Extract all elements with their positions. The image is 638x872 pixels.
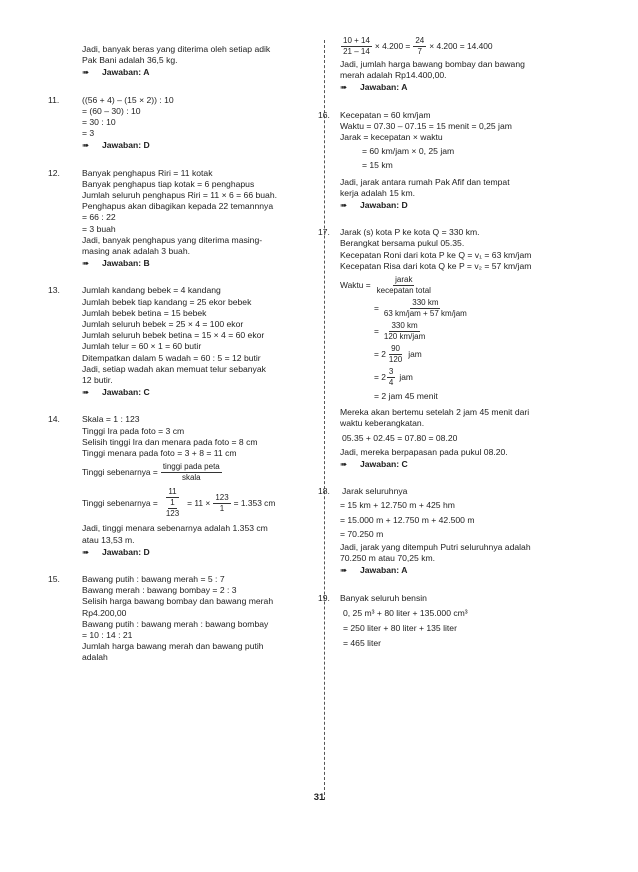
question-19	[318, 592, 572, 650]
fraction	[161, 462, 222, 483]
equals-sign: =	[374, 302, 379, 313]
page-number: 31	[313, 792, 325, 803]
text-line: Kecepatan Roni dari kota P ke Q = v₁ = 63 km/jam	[340, 249, 532, 260]
fraction	[382, 298, 469, 319]
math-line: = 15 km + 12.750 m + 425 hm	[340, 500, 455, 511]
question-number: 16.	[318, 109, 330, 120]
text-line: Jumlah telur = 60 × 1 = 60 butir	[82, 341, 202, 352]
text-line: = 66 : 22	[82, 212, 116, 223]
numerator: jarak	[395, 275, 413, 285]
formula-lhs: Tinggi sebenarnya =	[82, 467, 158, 478]
text-line: Jadi, mereka berpapasan pada pukul 08.20.	[340, 446, 508, 457]
text-line: Kecepatan = 60 km/jam	[340, 109, 431, 120]
numerator: tinggi pada peta	[162, 462, 220, 472]
formula-row	[82, 487, 315, 519]
text-line: kerja adalah 15 km.	[340, 187, 415, 198]
answer-label: Jawaban: D	[102, 140, 150, 151]
formula-pre: = 2	[374, 371, 386, 382]
question-13	[48, 285, 315, 398]
numerator: 10 + 14	[343, 36, 370, 45]
math-line: = 250 liter + 80 liter + 135 liter	[343, 623, 457, 634]
answer-line	[340, 200, 572, 211]
text-line: Jumlah bebek tiap kandang = 25 ekor bebek	[82, 296, 252, 307]
fraction	[375, 275, 433, 296]
text-line: Banyak seluruh bensin	[340, 592, 427, 603]
answer-line	[82, 140, 315, 151]
question-number: 13.	[48, 285, 60, 296]
question-18	[318, 486, 572, 576]
text-line: 12 butir.	[82, 375, 113, 386]
numerator: 1	[170, 498, 175, 508]
denominator: skala	[181, 473, 201, 483]
math-line: 05.35 + 02.45 = 07.80 = 08.20	[342, 432, 458, 443]
equals-sign: =	[374, 325, 379, 336]
text-line: Jumlah seluruh penghapus Riri = 11 × 6 = 66 buah.	[82, 190, 278, 201]
text-line: atau 13,53 m.	[82, 534, 135, 545]
formula-row	[340, 321, 572, 342]
text-line: Jadi, jumlah harga bawang bombay dan bawang	[340, 59, 525, 69]
text-line: Tinggi Ira pada foto = 3 cm	[82, 425, 185, 436]
formula-pre: = 2	[374, 348, 386, 359]
formula-row	[82, 462, 315, 483]
fraction	[213, 493, 230, 514]
formula-post: jam	[399, 371, 413, 382]
formula-result: × 4.200 = 14.400	[429, 40, 493, 51]
denominator: 120 km/jam	[383, 332, 426, 342]
answer-label: Jawaban: C	[360, 459, 408, 470]
complex-fraction	[161, 487, 184, 519]
answer-line	[82, 547, 315, 558]
denominator: 63 km/jam + 57 km/jam	[383, 309, 467, 319]
question-number: 12.	[48, 167, 60, 178]
column-divider	[324, 40, 325, 800]
arrow-icon: ➠	[82, 258, 90, 269]
numerator: 90	[391, 344, 401, 354]
answer-label: Jawaban: A	[102, 67, 150, 78]
text-line: Jumlah kandang bebek = 4 kandang	[82, 285, 221, 296]
text-line: Jarak (s) kota P ke kota Q = 330 km.	[340, 227, 480, 238]
answer-label: Jawaban: A	[360, 82, 408, 93]
text-line: Rp4.200,00	[82, 607, 127, 618]
question-number: 18.	[318, 486, 330, 497]
text-line: Jadi, banyak beras yang diterima oleh setiap adik	[82, 44, 271, 54]
math-line: 0, 25 m³ + 80 liter + 135.000 cm³	[343, 607, 468, 618]
question-number: 14.	[48, 414, 60, 425]
denominator: 1	[219, 503, 225, 513]
arrow-icon: ➠	[340, 459, 348, 470]
text-line: Bawang putih : bawang merah : bawang bombay	[82, 618, 269, 629]
text-line: Kecepatan Risa dari kota Q ke P = v₂ = 57 km/jam	[340, 260, 532, 271]
arrow-icon: ➠	[340, 565, 348, 576]
text-line: Jarak = kecepatan × waktu	[340, 132, 443, 143]
answer-line	[340, 82, 572, 93]
formula-mid: × 4.200 =	[374, 40, 411, 51]
text-line: waktu keberangkatan.	[340, 418, 425, 429]
text-line: Jadi, banyak penghapus yang diterima masing-	[82, 234, 263, 245]
math-line: = 15 km	[362, 160, 393, 171]
text-line: Bawang putih : bawang merah = 5 : 7	[82, 573, 225, 584]
text-line: Selisih harga bawang bombay dan bawang merah	[82, 596, 274, 607]
text-line: Waktu = 07.30 – 07.15 = 15 menit = 0,25 jam	[340, 120, 512, 131]
text-line: Jadi, setiap wadah akan memuat telur sebanyak	[82, 363, 266, 374]
question-17	[318, 227, 572, 470]
formula-row	[340, 298, 572, 319]
text-line: Banyak penghapus tiap kotak = 6 penghapus	[82, 178, 255, 189]
math-line: = 465 liter	[343, 638, 381, 649]
question-11	[48, 94, 315, 152]
text-line: ((56 + 4) – (15 × 2)) : 10	[82, 94, 174, 105]
text-line: Bawang merah : bawang bombay = 2 : 3	[82, 585, 237, 596]
math-line: = 15.000 m + 12.750 m + 42.500 m	[340, 514, 475, 525]
arrow-icon: ➠	[340, 82, 348, 93]
math-line: = 60 km/jam × 0, 25 jam	[362, 146, 455, 157]
question-number: 19.	[318, 592, 330, 603]
arrow-icon: ➠	[82, 546, 90, 557]
answer-label: Jawaban: A	[360, 565, 408, 576]
right-column	[318, 36, 572, 650]
text-line: Jarak seluruhnya	[342, 486, 408, 497]
formula-result: = 1.353 cm	[233, 497, 276, 508]
denominator: 4	[388, 378, 394, 388]
text-line: Jumlah bebek betina = 15 bebek	[82, 307, 207, 318]
text-line: Jumlah seluruh bebek betina = 15 × 4 = 60 ekor	[82, 330, 265, 341]
text-line: = (60 – 30) : 10	[82, 105, 141, 116]
arrow-icon: ➠	[82, 67, 90, 78]
text-line: Jadi, jarak antara rumah Pak Afif dan tempat	[340, 176, 510, 187]
answer-label: Jawaban: D	[102, 546, 150, 557]
fraction	[387, 367, 395, 388]
text-line: Mereka akan bertemu setelah 2 jam 45 menit dari	[340, 407, 530, 418]
text-line: Penghapus akan dibagikan kepada 22 temannnya	[82, 201, 274, 212]
numerator: 123	[215, 492, 229, 502]
formula-lhs: Tinggi sebenarnya =	[82, 497, 158, 508]
math-line: = 70.250 m	[340, 528, 384, 539]
fraction	[387, 344, 404, 365]
question-15	[48, 573, 315, 664]
text-line: Jadi, jarak yang ditempuh Putri seluruhnya adalah	[340, 542, 531, 553]
text-line: = 10 : 14 : 21	[82, 629, 133, 640]
numerator: 330 km	[391, 321, 418, 331]
numerator: 330 km	[412, 298, 439, 308]
question-12	[48, 167, 315, 270]
fraction	[382, 321, 427, 342]
text-line: Ditempatkan dalam 5 wadah = 60 : 5 = 12 butir	[82, 352, 261, 363]
denominator: kecepatan total	[376, 286, 431, 296]
text-line: 70.250 m atau 70,25 km.	[340, 553, 436, 564]
text-line: adalah	[82, 652, 108, 663]
text-line: = 30 : 10	[82, 117, 116, 128]
answer-line	[82, 387, 315, 398]
arrow-icon: ➠	[82, 140, 90, 151]
question-number: 11.	[48, 94, 60, 105]
text-line: Jumlah harga bawang merah dan bawang putih	[82, 641, 264, 652]
formula-row	[340, 367, 572, 388]
formula-post: jam	[408, 348, 422, 359]
text-line: Jumlah seluruh bebek = 25 × 4 = 100 ekor	[82, 319, 244, 330]
answer-line	[82, 258, 315, 269]
question-14	[48, 414, 315, 557]
answer-line	[340, 565, 572, 576]
answer-label: Jawaban: D	[360, 200, 408, 211]
formula-mid: = 11 ×	[187, 497, 211, 508]
text-line: = 3 buah	[82, 223, 116, 234]
answer-label: Jawaban: B	[102, 258, 150, 269]
math-line: = 2 jam 45 menit	[374, 391, 438, 402]
numerator: 24	[415, 36, 425, 45]
answer-line	[82, 67, 315, 78]
formula-lhs: Waktu =	[340, 279, 371, 290]
question-15-continued	[340, 36, 572, 94]
question-number: 17.	[318, 227, 330, 238]
arrow-icon: ➠	[82, 387, 90, 398]
formula-row	[340, 344, 572, 365]
question-16	[318, 109, 572, 212]
denominator: 21 – 14	[343, 47, 370, 56]
formula-row	[340, 36, 572, 57]
text-line: masing anak adalah 3 buah.	[82, 246, 190, 257]
text-line: Berangkat bersama pukul 05.35.	[340, 238, 465, 249]
text-line: merah adalah Rp14.400,00.	[340, 70, 447, 81]
inner-fraction	[164, 498, 181, 519]
text-line: Jadi, tinggi menara sebenarnya adalah 1.353 cm	[82, 523, 268, 534]
fraction	[341, 36, 372, 57]
numerator: 11	[168, 487, 177, 497]
answer-label: Jawaban: C	[102, 387, 150, 398]
denominator	[161, 498, 184, 519]
question-number: 15.	[48, 573, 60, 584]
arrow-icon: ➠	[340, 200, 348, 211]
fraction	[413, 36, 426, 57]
text-line: = 3	[82, 128, 95, 139]
left-column	[48, 44, 315, 664]
text-line: Banyak penghapus Riri = 11 kotak	[82, 167, 213, 178]
text-line: Tinggi menara pada foto = 3 + 8 = 11 cm	[82, 448, 237, 459]
text-line: Pak Bani adalah 36,5 kg.	[82, 55, 178, 66]
formula-row	[340, 275, 572, 296]
denominator: 120	[388, 355, 403, 365]
text-line: Selisih tinggi Ira dan menara pada foto = 8 cm	[82, 436, 258, 447]
answer-line	[340, 459, 572, 470]
denominator: 7	[417, 47, 422, 56]
numerator: 3	[388, 367, 394, 377]
denominator: 123	[165, 509, 180, 519]
intro-answer-block	[82, 44, 315, 79]
text-line: Skala = 1 : 123	[82, 414, 140, 425]
